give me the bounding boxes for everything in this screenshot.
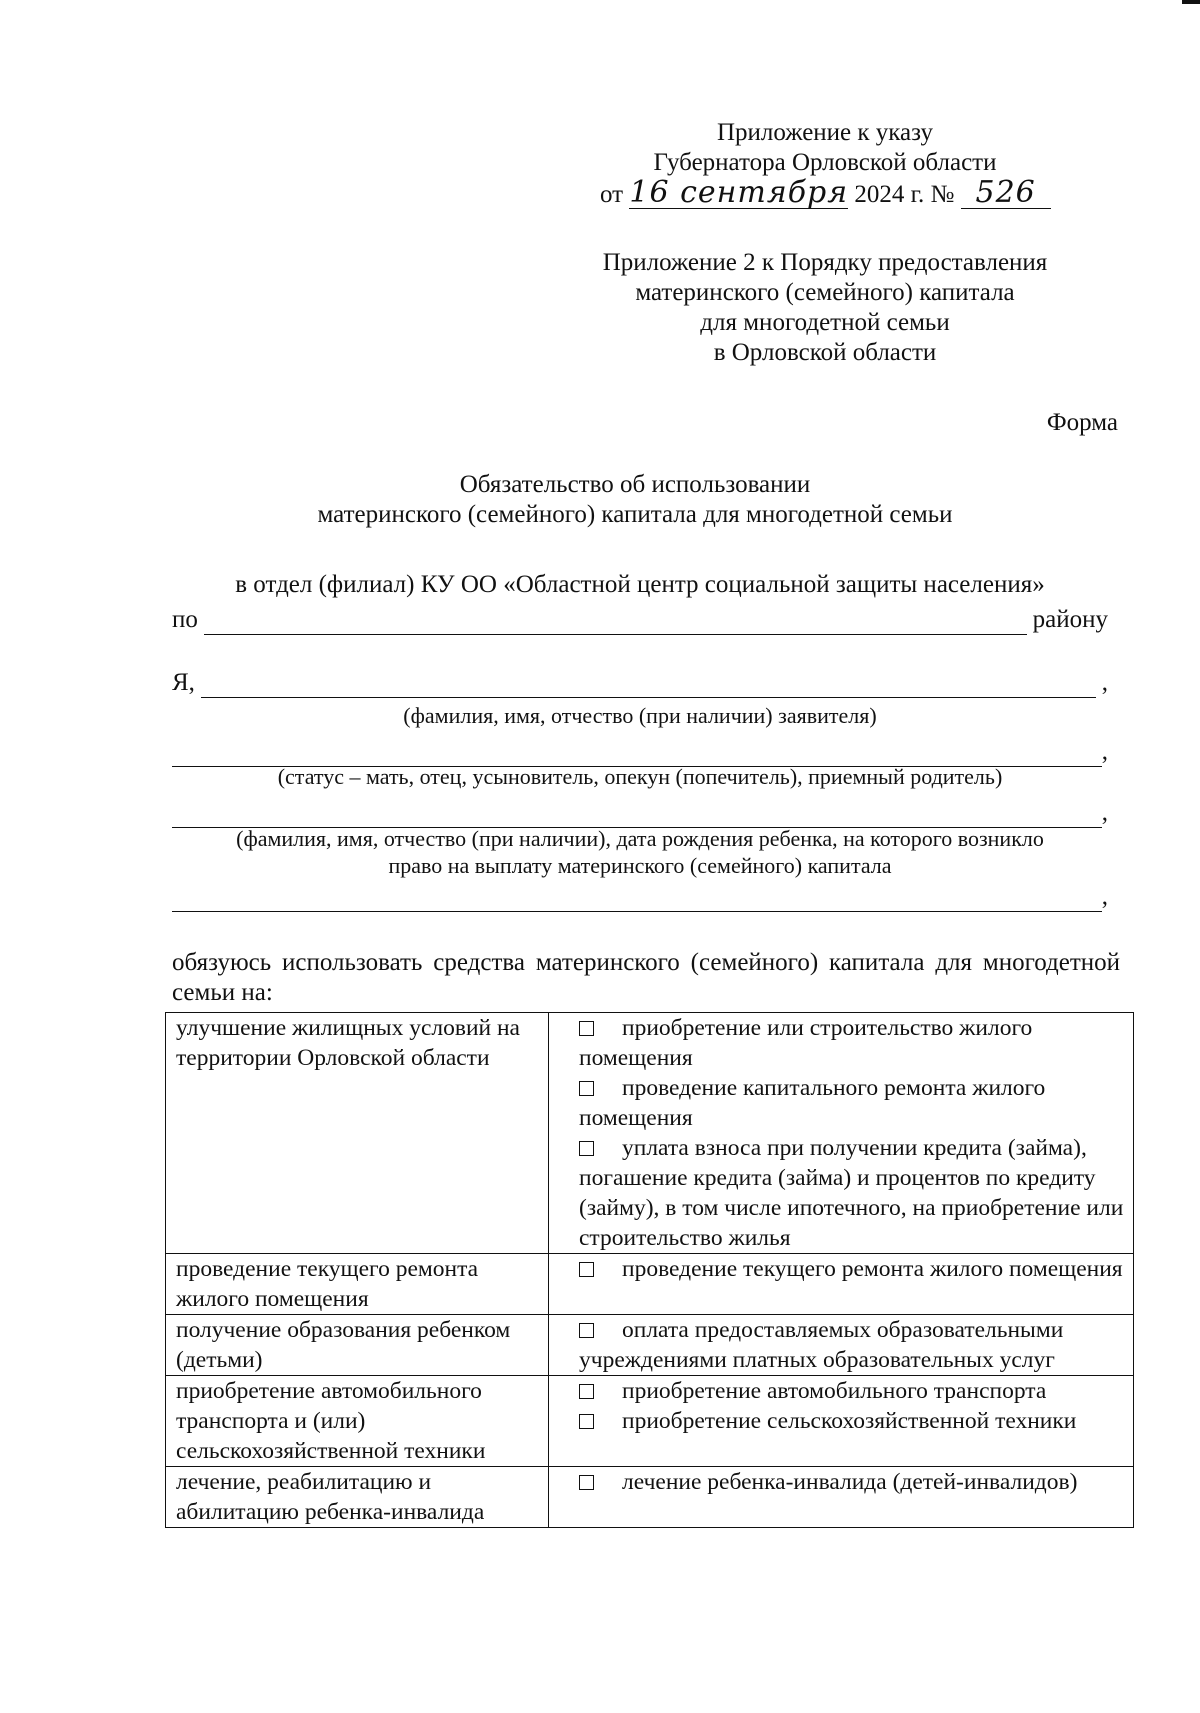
category-cell: приобретение автомобильного транспорта и (или) сельскохозяйственной техники <box>166 1376 549 1467</box>
title-line-2: материнского (семейного) капитала для многодетной семьи <box>317 501 953 528</box>
option-item[interactable] <box>579 1133 1127 1253</box>
annex-line: материнского (семейного) капитала <box>635 279 1015 306</box>
checkbox-icon[interactable] <box>579 1384 594 1399</box>
applicant-row <box>172 668 1108 698</box>
table-row <box>166 1376 1134 1467</box>
category-cell: лечение, реабилитацию и абилитацию ребенка-инвалида <box>166 1467 549 1528</box>
checkbox-icon[interactable] <box>579 1021 594 1036</box>
annex-line: в Орловской области <box>713 339 937 366</box>
checkbox-icon[interactable] <box>579 1262 594 1277</box>
category-cell: проведение текущего ремонта жилого помещения <box>166 1254 549 1315</box>
table-row <box>166 1013 1134 1254</box>
extra-row <box>172 882 1108 912</box>
caption-status: (статус – мать, отец, усыновитель, опекун (попечитель), приемный родитель) <box>277 764 1003 789</box>
district-row <box>172 605 1108 635</box>
checkbox-icon[interactable] <box>579 1414 594 1429</box>
category-cell: получение образования ребенком (детьми) <box>166 1315 549 1376</box>
annex-line: Приложение 2 к Порядку предоставления <box>602 249 1048 276</box>
year-text: 2024 г. № <box>854 181 955 208</box>
table-row <box>166 1467 1134 1528</box>
caption-child-line-2: право на выплату материнского (семейного) капитала <box>388 853 892 878</box>
decree-reference <box>600 118 1050 210</box>
handwritten-date: 16 сентября <box>629 175 849 210</box>
option-item[interactable] <box>579 1315 1127 1375</box>
comma: , <box>1101 799 1108 826</box>
scan-corner-mark <box>1182 0 1200 4</box>
district-field[interactable] <box>204 612 1027 635</box>
option-label: лечение ребенка-инвалида (детей-инвалидов) <box>622 1469 1078 1495</box>
checkbox-icon[interactable] <box>579 1323 594 1338</box>
caption-applicant-name: (фамилия, имя, отчество (при наличии) заявителя) <box>403 703 877 728</box>
form-label: Форма <box>1046 409 1118 436</box>
handwritten-number: 526 <box>961 178 1051 209</box>
option-item[interactable] <box>579 1376 1127 1406</box>
option-label: приобретение автомобильного транспорта <box>622 1378 1047 1404</box>
comma: , <box>1101 883 1108 910</box>
district-suffix: району <box>1032 606 1108 633</box>
option-label: приобретение сельскохозяйственной техники <box>622 1408 1077 1434</box>
option-item[interactable] <box>579 1073 1127 1133</box>
title-line-1: Обязательство об использовании <box>459 471 811 498</box>
options-cell <box>549 1254 1134 1315</box>
option-item[interactable] <box>579 1467 1127 1497</box>
document-title <box>170 470 1100 530</box>
option-label: приобретение или строительство жилого помещения <box>579 1015 1033 1071</box>
table-row <box>166 1254 1134 1315</box>
option-item[interactable] <box>579 1254 1127 1284</box>
child-info-field-continued[interactable] <box>172 889 1102 912</box>
district-prefix: по <box>172 606 198 633</box>
caption-child-line-1: (фамилия, имя, отчество (при наличии), дата рождения ребенка, на которого возникло <box>236 826 1044 851</box>
checkbox-icon[interactable] <box>579 1141 594 1156</box>
comma: , <box>1101 669 1108 696</box>
annex-line: для многодетной семьи <box>700 309 950 336</box>
options-cell <box>549 1376 1134 1467</box>
category-cell: улучшение жилищных условий на территории Орловской области <box>166 1013 549 1254</box>
child-row <box>172 798 1108 828</box>
date-prefix: от <box>600 181 624 208</box>
checkbox-icon[interactable] <box>579 1475 594 1490</box>
table-row <box>166 1315 1134 1376</box>
decree-line-1: Приложение к указу <box>716 119 934 146</box>
options-cell <box>549 1013 1134 1254</box>
option-item[interactable] <box>579 1406 1127 1436</box>
comma: , <box>1101 738 1108 765</box>
department-line: в отдел (филиал) КУ ОО «Областной центр социальной защиты населения» <box>235 571 1045 598</box>
option-item[interactable] <box>579 1013 1127 1073</box>
options-cell <box>549 1467 1134 1528</box>
annex-reference <box>560 248 1090 368</box>
purpose-table <box>165 1012 1134 1528</box>
checkbox-icon[interactable] <box>579 1081 594 1096</box>
option-label: проведение текущего ремонта жилого помещения <box>622 1256 1123 1282</box>
options-cell <box>549 1315 1134 1376</box>
applicant-prefix: Я, <box>172 669 195 696</box>
commitment-text: обязуюсь использовать средства материнского (семейного) капитала для многодетной семьи на: <box>172 949 1120 1006</box>
option-label: оплата предоставляемых образовательными учреждениями платных образовательных услуг <box>579 1317 1064 1373</box>
caption-child <box>172 825 1108 879</box>
decree-date-line <box>600 175 1050 210</box>
decree-line-2: Губернатора Орловской области <box>653 149 997 176</box>
option-label: уплата взноса при получении кредита (займа), погашение кредита (займа) и процентов по кредиту (займу), в том числе ипотечного, на приобретение или строительство жилья <box>579 1135 1124 1251</box>
option-label: проведение капитального ремонта жилого помещения <box>579 1075 1046 1131</box>
applicant-name-field[interactable] <box>201 675 1096 698</box>
